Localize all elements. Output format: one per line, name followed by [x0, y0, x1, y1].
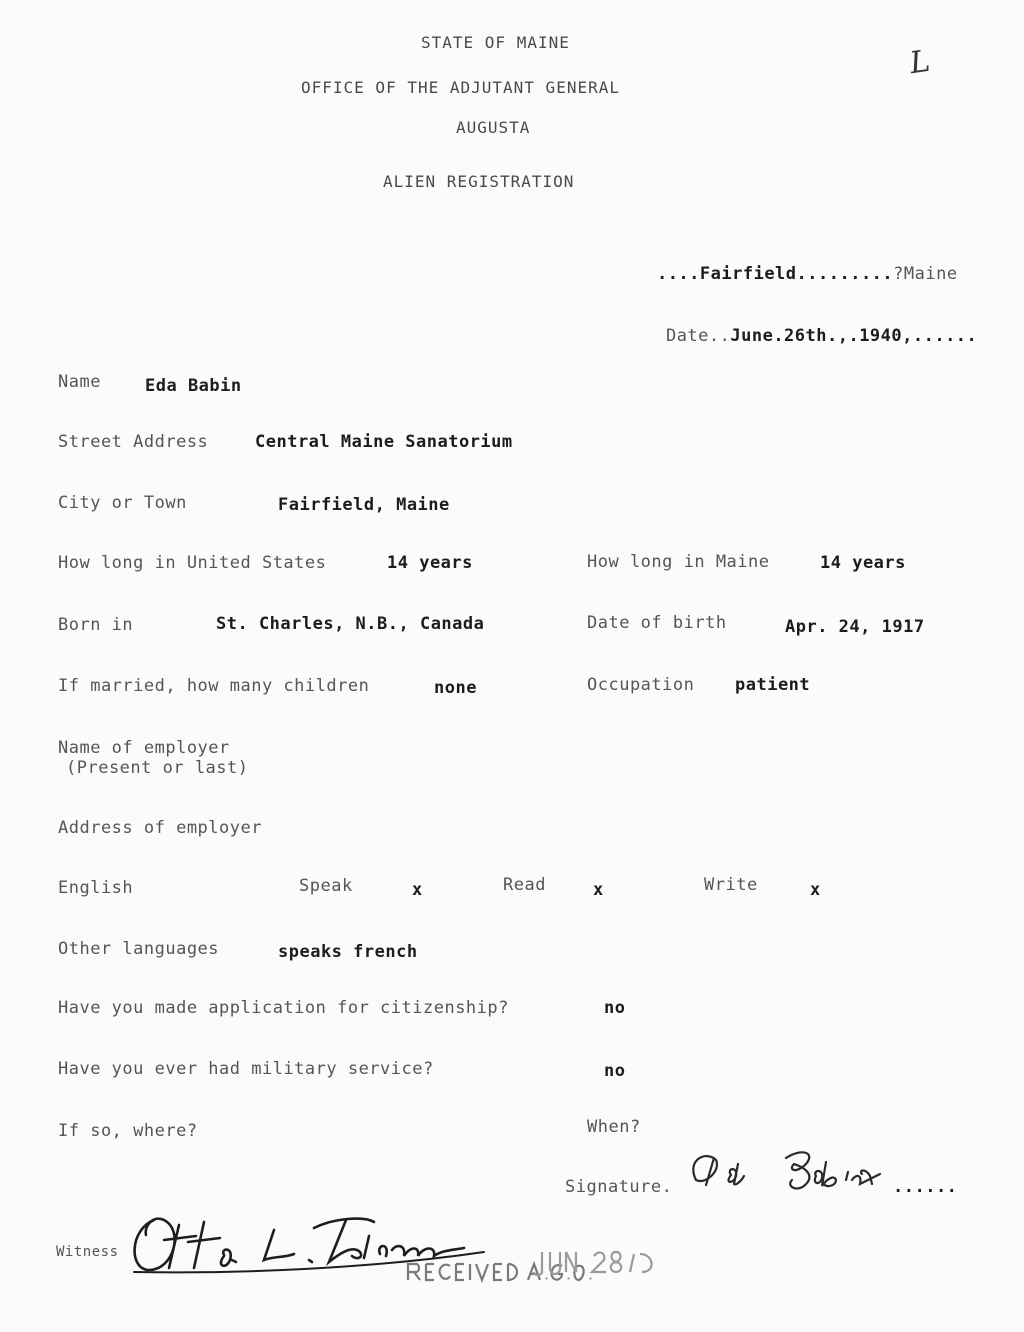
- other-languages-label: Other languages: [58, 939, 220, 959]
- us-years-value: 14 years: [387, 553, 473, 573]
- citizenship-label: Have you made application for citizenship?: [58, 998, 509, 1018]
- occupation-value: patient: [735, 675, 811, 695]
- read-label: Read: [503, 875, 546, 895]
- city-value: Fairfield, Maine: [278, 495, 450, 515]
- when-label: When?: [587, 1117, 641, 1137]
- header-state: STATE OF MAINE: [421, 33, 570, 52]
- place-suffix: ?Maine: [893, 264, 958, 284]
- us-years-label: How long in United States: [58, 553, 327, 573]
- city-label: City or Town: [58, 493, 187, 513]
- read-mark: x: [593, 880, 604, 900]
- signature-dots: ......: [893, 1177, 958, 1197]
- street-label: Street Address: [58, 432, 209, 452]
- header-office: OFFICE OF THE ADJUTANT GENERAL: [301, 78, 620, 97]
- witness-label: Witness: [56, 1244, 119, 1260]
- name-value: Eda Babin: [145, 376, 242, 396]
- military-label: Have you ever had military service?: [58, 1059, 434, 1079]
- write-label: Write: [704, 875, 758, 895]
- date-value: June.26th.,.1940,......: [730, 326, 978, 346]
- signature-label: Signature.: [565, 1177, 673, 1197]
- maine-years-label: How long in Maine: [587, 552, 770, 572]
- corner-check-mark: L: [907, 43, 933, 82]
- military-value: no: [604, 1061, 626, 1081]
- received-stamp: [404, 1246, 664, 1288]
- children-label: If married, how many children: [58, 676, 370, 696]
- applicant-signature: [676, 1140, 906, 1200]
- name-label: Name: [58, 372, 101, 392]
- children-value: none: [434, 678, 477, 698]
- born-value: St. Charles, N.B., Canada: [216, 614, 485, 634]
- header-city: AUGUSTA: [456, 118, 531, 137]
- born-label: Born in: [58, 615, 134, 635]
- date-label: Date..: [665, 326, 731, 346]
- dob-label: Date of birth: [587, 613, 727, 633]
- place-dots-before: ....: [656, 264, 700, 284]
- street-value: Central Maine Sanatorium: [255, 432, 513, 452]
- english-label: English: [58, 878, 134, 898]
- date-line: [623, 306, 977, 366]
- employer-address-label: Address of employer: [58, 818, 262, 838]
- maine-years-value: 14 years: [820, 553, 906, 573]
- where-label: If so, where?: [58, 1121, 198, 1141]
- occupation-label: Occupation: [587, 675, 695, 695]
- employer-label: Name of employer: [58, 738, 230, 758]
- place-dots-after: .........: [796, 264, 894, 284]
- employer-sublabel: (Present or last): [66, 758, 249, 778]
- speak-label: Speak: [299, 876, 353, 896]
- other-languages-value: speaks french: [278, 942, 418, 962]
- speak-mark: x: [412, 880, 423, 900]
- form-title: ALIEN REGISTRATION: [383, 172, 575, 191]
- citizenship-value: no: [604, 998, 626, 1018]
- place-town: Fairfield: [699, 264, 797, 284]
- dob-value: Apr. 24, 1917: [785, 617, 925, 637]
- place-line: [614, 244, 958, 304]
- write-mark: x: [810, 880, 821, 900]
